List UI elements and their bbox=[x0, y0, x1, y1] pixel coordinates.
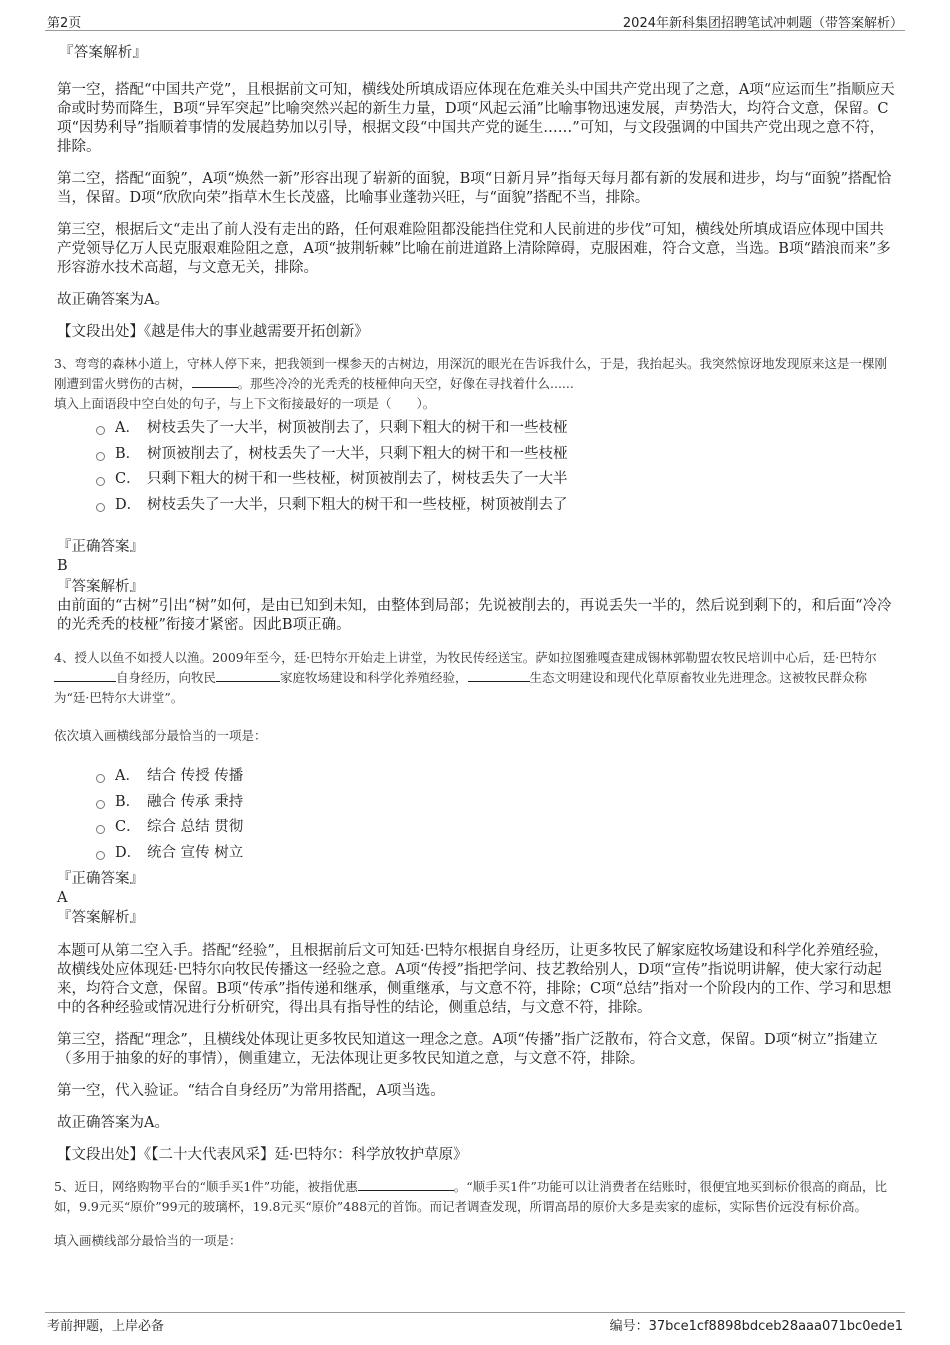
radio-icon[interactable] bbox=[96, 452, 105, 461]
option-d[interactable]: D． 树枝丢失了一大半，只剩下粗大的树干和一些枝桠，树顶被削去了 bbox=[57, 493, 897, 519]
source-citation: 【文段出处】《越是伟大的事业越需要开拓创新》 bbox=[57, 324, 369, 340]
fill-blank bbox=[192, 375, 238, 388]
analysis-paragraph: 第一空，代入验证。“结合自身经历”为常用搭配，A项当选。 bbox=[57, 1083, 445, 1099]
stem-text: 。“顺手买1件”功能可以让消费者在结账时，很便宜地买到标价很高的商品，比如，9.9元买“原价”99元的玻璃杯，19.8元买“原价”488元的首饰。而记者调查发现，所谓高昂的原价大多是卖家的虚标，实际售价远没有标价高。 bbox=[54, 1179, 887, 1214]
stem-text: 4、授人以鱼不如授人以渔。2009年至今，廷·巴特尔开始走上讲堂，为牧民传经送宝。萨如拉图雅嘎查建成锡林郭勒盟农牧民培训中心后，廷·巴特尔 bbox=[54, 650, 877, 665]
fill-blank bbox=[216, 669, 280, 682]
question-stem bbox=[54, 1177, 897, 1217]
document-code: 编号：37bce1cf8898bdceb28aaa071bc0ede1 bbox=[609, 1319, 903, 1334]
option-b[interactable]: B． 树顶被削去了，树枝丢失了一大半，只剩下粗大的树干和一些枝桠 bbox=[57, 442, 897, 468]
radio-icon[interactable] bbox=[96, 503, 105, 512]
document-title: 2024年新科集团招聘笔试冲刺题（带答案解析） bbox=[622, 16, 903, 31]
final-answer: 故正确答案为A。 bbox=[57, 1115, 169, 1131]
stem-text: 。那些冷冷的光秃秃的枝桠伸向天空，好像在寻找着什么...... bbox=[237, 376, 574, 391]
fill-blank bbox=[468, 669, 530, 682]
stem-text: 3、弯弯的森林小道上，守林人停下来，把我领到一棵参天的古树边，用深沉的眼光在告诉我什么，于是，我抬起头。我突然惊讶地发现原来这是一棵刚刚遭到雷火劈伤的古树， bbox=[54, 356, 887, 391]
analysis-heading: 『答案解析』 bbox=[57, 910, 144, 926]
analysis-paragraph: 第三空，根据后文“走出了前人没有走出的路，任何艰难险阻都没能挡住党和人民前进的步伐”可知，横线处所填成语应体现中国共产党领导亿万人民克服艰难险阻之意，A项“披荆斩棘”比喻在前进道路上清除障碍，克服困难，符合文意，当选。B项“踏浪而来”多形容游水技术高超，与文意无关，排除。 bbox=[57, 222, 891, 276]
option-b[interactable]: B． 融合 传承 秉持 bbox=[57, 790, 897, 816]
radio-icon[interactable] bbox=[96, 800, 105, 809]
analysis-heading: 『答案解析』 bbox=[59, 45, 148, 61]
radio-icon[interactable] bbox=[96, 825, 105, 834]
option-a[interactable]: A． 树枝丢失了一大半，树顶被削去了，只剩下粗大的树干和一些枝桠 bbox=[57, 416, 897, 442]
stem-text: 生态文明建设和现代化草原畜牧业先进理念。这被牧民群众称为“廷·巴特尔大讲堂”。 bbox=[54, 670, 868, 705]
question-prompt: 填入上面语段中空白处的句子，与上下文衔接最好的一项是（ ）。 bbox=[54, 396, 436, 411]
radio-icon[interactable] bbox=[96, 426, 105, 435]
analysis-paragraph: 本题可从第二空入手。搭配“经验”，且根据前后文可知廷·巴特尔根据自身经历，让更多牧民了解家庭牧场建设和科学化养殖经验，故横线处应体现廷·巴特尔向牧民传播这一经验之意。A项“传授”指把学问、技艺教给别人，D项“宣传”指说明讲解，使大家行动起来，均符合文意，保留。B项“传承”指传递和继承，侧重继承，与文意不符，排除；C项“总结”指对一个阶段内的工作、学习和思想中的各种经验或情况进行分析研究，得出具有指导性的结论，侧重总结，与文意不符，排除。 bbox=[57, 943, 892, 1016]
radio-icon[interactable] bbox=[96, 851, 105, 860]
radio-icon[interactable] bbox=[96, 774, 105, 783]
option-c[interactable]: C． 综合 总结 贯彻 bbox=[57, 815, 897, 841]
page-number: 第2页 bbox=[47, 16, 82, 31]
correct-answer: B bbox=[57, 558, 68, 574]
stem-text: 5、近日，网络购物平台的“顺手买1件”功能，被指优惠 bbox=[54, 1179, 358, 1194]
option-a[interactable]: A． 结合 传授 传播 bbox=[57, 764, 897, 790]
page-footer bbox=[45, 1312, 905, 1333]
stem-text: 自身经历，向牧民 bbox=[116, 670, 217, 685]
option-c[interactable]: C． 只剩下粗大的树干和一些枝桠，树顶被削去了，树枝丢失了一大半 bbox=[57, 467, 897, 493]
options-list bbox=[57, 416, 897, 518]
page-header bbox=[45, 10, 905, 31]
fill-blank bbox=[54, 669, 116, 682]
analysis-paragraph: 由前面的“古树”引出“树”如何，是由已知到未知，由整体到局部；先说被削去的，再说丢失一半的，然后说到剩下的，和后面“冷冷的光秃秃的枝桠”衔接才紧密。因此B项正确。 bbox=[57, 598, 892, 633]
question-prompt: 填入画横线部分最恰当的一项是： bbox=[54, 1233, 242, 1248]
analysis-paragraph: 第三空，搭配“理念”，且横线处体现让更多牧民知道这一理念之意。A项“传播”指广泛散布，符合文意，保留。D项“树立”指建立（多用于抽象的好的事情），侧重建立，无法体现让更多牧民知道之意，与文意不符，排除。 bbox=[57, 1032, 878, 1067]
source-citation: 【文段出处】《【二十大代表风采】廷·巴特尔：科学放牧护草原》 bbox=[57, 1147, 468, 1163]
page-content bbox=[54, 44, 897, 1249]
correct-answer-heading: 『正确答案』 bbox=[57, 539, 144, 555]
question-stem bbox=[54, 648, 897, 708]
correct-answer-heading: 『正确答案』 bbox=[57, 871, 144, 887]
analysis-paragraph: 第一空，搭配“中国共产党”，且根据前文可知，横线处所填成语应体现在危难关头中国共产党出现了之意，A项“应运而生”指顺应天命或时势而降生，B项“异军突起”比喻突然兴起的新生力量，D项“风起云涌”比喻事物迅速发展，声势浩大，均符合文意，保留。C项“因势利导”指顺着事情的发展趋势加以引导，根据文段“中国共产党的诞生……”可知，与文段强调的中国共产党出现之意不符，排除。 bbox=[57, 82, 895, 155]
option-d[interactable]: D． 统合 宣传 树立 bbox=[57, 841, 897, 867]
correct-answer: A bbox=[57, 890, 68, 906]
radio-icon[interactable] bbox=[96, 477, 105, 486]
question-prompt: 依次填入画横线部分最恰当的一项是： bbox=[54, 728, 267, 743]
analysis-heading: 『答案解析』 bbox=[57, 579, 144, 595]
fill-blank bbox=[358, 1178, 454, 1191]
footer-slogan: 考前押题，上岸必备 bbox=[47, 1319, 165, 1334]
analysis-paragraph: 第二空，搭配“面貌”，A项“焕然一新”形容出现了崭新的面貌，B项“日新月异”指每天每月都有新的发展和进步，均与“面貌”搭配恰当，保留。D项“欣欣向荣”指草木生长茂盛，比喻事业蓬勃兴旺，与“面貌”搭配不当，排除。 bbox=[57, 171, 892, 206]
options-list bbox=[57, 764, 897, 866]
final-answer: 故正确答案为A。 bbox=[57, 292, 169, 308]
question-stem bbox=[54, 354, 897, 394]
stem-text: 家庭牧场建设和科学化养殖经验， bbox=[280, 670, 468, 685]
